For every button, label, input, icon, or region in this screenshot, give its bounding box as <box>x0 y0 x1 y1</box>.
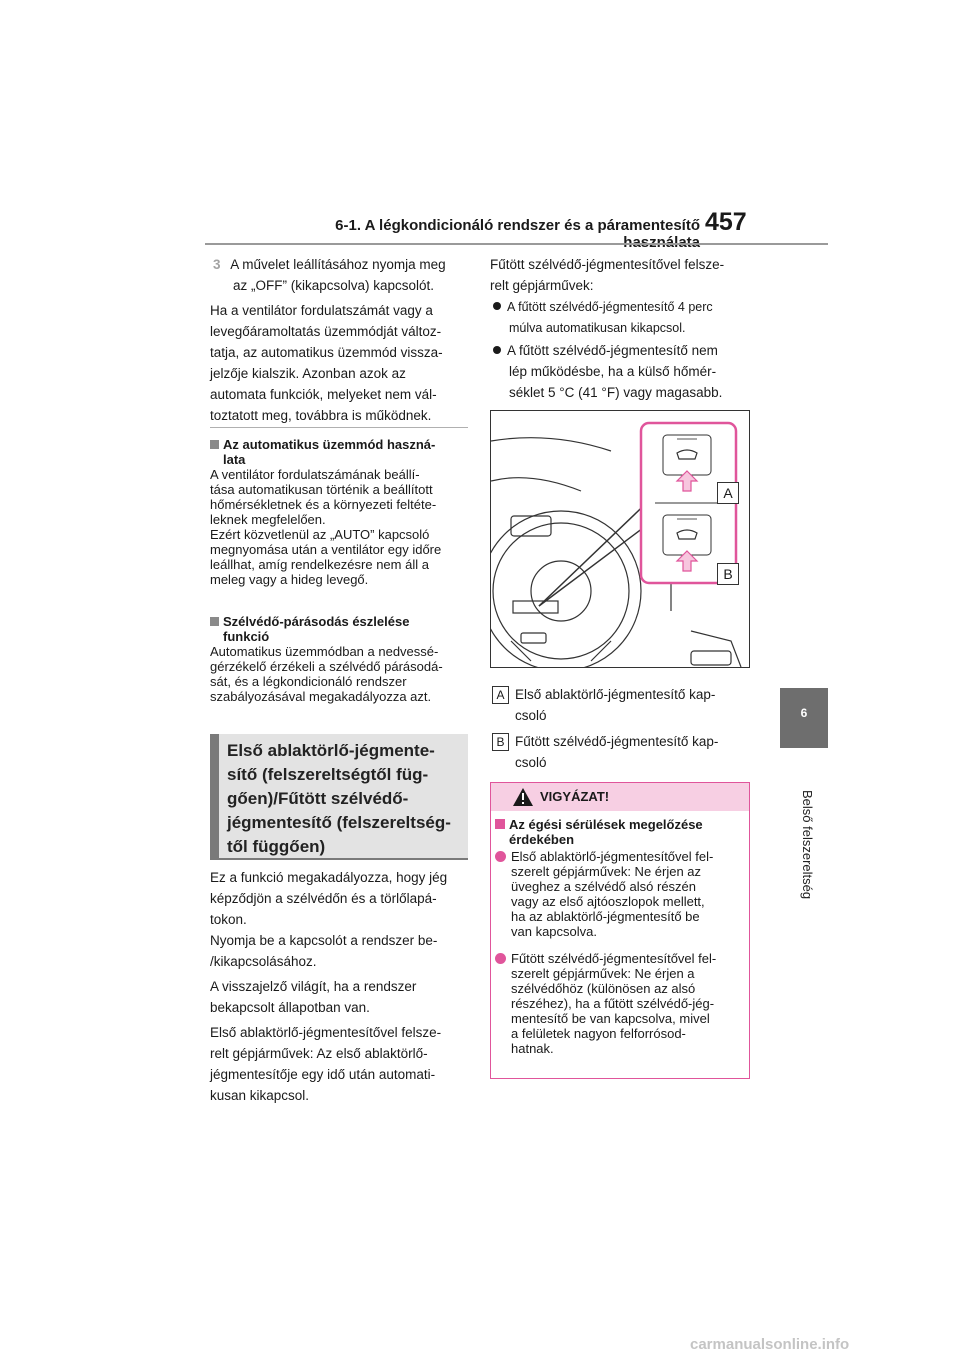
callout-a: A <box>492 686 509 704</box>
text-line: megnyomása után a ventilátor egy időre <box>210 542 442 557</box>
text-line: ha az ablaktörlő-jégmentesítő be <box>511 909 700 924</box>
caption-a <box>492 684 754 726</box>
text-line: Első ablaktörlő-jégmente- <box>227 741 435 760</box>
chapter-tab[interactable]: 6 <box>780 688 828 748</box>
figure-label-a: A <box>717 482 739 504</box>
text-line: funkció <box>223 629 270 644</box>
text-line: csoló <box>515 755 547 770</box>
text-line: /kikapcsolásához. <box>210 954 317 969</box>
text-line: relt gépjárművek: Az első ablaktörlő- <box>210 1046 428 1061</box>
text-line: A fűtött szélvédő-jégmentesítő 4 perc <box>507 300 713 314</box>
text-line: automata funkciók, melyeket nem vál- <box>210 387 437 402</box>
text-line: Az égési sérülések megelőzése <box>509 817 703 832</box>
text-line: toztatott meg, továbbra is működnek. <box>210 408 432 423</box>
text-line: Ez a funkció megakadályozza, hogy jég <box>210 870 448 885</box>
text-line: levegőáramoltatás üzemmódját változ- <box>210 324 442 339</box>
text-line: A visszajelző világít, ha a rendszer <box>210 979 417 994</box>
text-line: múlva automatikusan kikapcsol. <box>509 321 686 335</box>
subsection-auto-mode <box>210 437 472 587</box>
text-line: meleg vagy a hideg levegő. <box>210 572 369 587</box>
text-line: tása automatikusan történik a beállított <box>210 482 433 497</box>
subsection-title <box>210 614 472 644</box>
text-line: vagy az első ajtóoszlopok mellett, <box>511 894 705 909</box>
text-line: től függően) <box>227 837 326 856</box>
text-line: mentesítő be van kapcsolva, mivel <box>511 1011 710 1026</box>
paragraph-heated-windshield <box>490 254 752 296</box>
text-line: leknek megfelelően. <box>210 512 326 527</box>
step-number: 3 <box>213 257 221 272</box>
text-line: Első ablaktörlő-jégmentesítő kap- <box>515 687 716 702</box>
text-line: sát, és a légkondicionáló rendszer <box>210 674 407 689</box>
paragraph-auto-mode-off <box>210 300 472 426</box>
text-line: hőmérsékletnek és a környezeti feltéte- <box>210 497 437 512</box>
text-line: bekapcsolt állapotban van. <box>210 1000 370 1015</box>
text-line: sítő (felszereltségtől füg- <box>227 765 429 784</box>
text-line: jelzője kialszik. Azonban azok az <box>210 366 406 381</box>
callout-b: B <box>492 733 509 751</box>
text-line: Automatikus üzemmódban a nedvessé- <box>210 644 439 659</box>
dashboard-illustration <box>490 410 750 668</box>
text-line: A fűtött szélvédő-jégmentesítő nem <box>507 343 718 358</box>
chapter-tab-label: Belső felszereltség <box>800 790 815 900</box>
text-line: a felületek nagyon felforrósod- <box>511 1026 686 1041</box>
text-line: gően)/Fűtött szélvédő- <box>227 789 409 808</box>
text-line: szerelt gépjárművek: Ne érjen a <box>511 966 695 981</box>
paragraph-press-switch <box>210 930 472 972</box>
square-bullet-icon <box>495 819 505 829</box>
text-line: jégmentesítő (felszereltség- <box>227 813 451 832</box>
text-line: Fűtött szélvédő-jégmentesítővel felsze- <box>490 257 725 272</box>
header-rule <box>205 243 828 245</box>
text-line: tatja, az automatikus üzemmód vissza- <box>210 345 443 360</box>
bullet-icon <box>495 953 506 964</box>
section-divider <box>210 427 468 428</box>
subsection-body <box>210 644 472 704</box>
text-line: Első ablaktörlő-jégmentesítővel felsze- <box>210 1025 442 1040</box>
paragraph-indicator <box>210 976 472 1018</box>
text-line: Nyomja be a kapcsolót a rendszer be- <box>210 933 438 948</box>
warning-subtitle <box>495 817 747 847</box>
text-line: tokon. <box>210 912 247 927</box>
text-line: gérzékelő érzékeli a szélvédő párásodá- <box>210 659 443 674</box>
warning-item <box>495 951 747 1056</box>
text-line: üveghez a szélvédő alsó részén <box>511 879 697 894</box>
text-line: Ezért közvetlenül az „AUTO” kapcsoló <box>210 527 430 542</box>
text-line: jégmentesítője egy idő után automati- <box>210 1067 436 1082</box>
text-line: Fűtött szélvédő-jégmentesítővel fel- <box>511 951 717 966</box>
text-line: Az automatikus üzemmód haszná- <box>223 437 436 452</box>
text-line: Első ablaktörlő-jégmentesítővel fel- <box>511 849 714 864</box>
text-line: csoló <box>515 708 547 723</box>
warning-content <box>495 817 747 1056</box>
text-line: szélvédőhöz (különösen az alsó <box>511 981 696 996</box>
bullet-icon <box>493 302 501 310</box>
watermark: carmanualsonline.info <box>690 1336 850 1353</box>
section-heading-bar <box>210 734 219 858</box>
paragraph-function <box>210 867 472 930</box>
page-number: 457 <box>705 208 747 236</box>
warning-item <box>495 849 747 939</box>
caption-b <box>492 731 754 773</box>
subsection-body <box>210 467 472 587</box>
text-line: lata <box>223 452 246 467</box>
text-line: részéhez), ha a fűtött szélvédő-jég- <box>511 996 715 1011</box>
text-line: leállhat, amíg rendelkezésre nem áll a <box>210 557 429 572</box>
subsection-title <box>210 437 472 467</box>
subsection-fog-detection <box>210 614 472 704</box>
section-heading <box>227 739 465 859</box>
text-line: hatnak. <box>511 1041 554 1056</box>
text-line: Ha a ventilátor fordulatszámát vagy a <box>210 303 433 318</box>
bullet-icon <box>495 851 506 862</box>
bullet-item <box>493 340 755 403</box>
text-line: relt gépjárművek: <box>490 278 594 293</box>
text-line: van kapcsolva. <box>511 924 597 939</box>
warning-triangle-icon <box>512 787 534 807</box>
steering-wheel-illustration <box>491 411 749 667</box>
text-line: A ventilátor fordulatszámának beállí- <box>210 467 420 482</box>
text-line: szerelt gépjárművek: Ne érjen az <box>511 864 702 879</box>
figure-label-b: B <box>717 563 739 585</box>
step-3 <box>213 254 473 296</box>
text-line: képződjön a szélvédőn és a törlőlapá- <box>210 891 437 906</box>
square-bullet-icon <box>210 440 219 449</box>
warning-title: VIGYÁZAT! <box>540 789 610 804</box>
bullet-item <box>493 297 755 339</box>
bullet-icon <box>493 346 501 354</box>
text-line: érdekében <box>509 832 575 847</box>
text-line: Fűtött szélvédő-jégmentesítő kap- <box>515 734 719 749</box>
chapter-header: 6-1. A légkondicionáló rendszer és a páramentesítő <box>335 217 700 234</box>
section-heading-underline <box>210 858 468 860</box>
text-line: kusan kikapcsol. <box>210 1088 310 1103</box>
step-3-line-2: az „OFF” (kikapcsolva) kapcsolót. <box>233 278 435 293</box>
square-bullet-icon <box>210 617 219 626</box>
text-line: lép működésbe, ha a külső hőmér- <box>509 364 717 379</box>
step-3-line-1: A művelet leállításához nyomja meg <box>230 257 446 272</box>
text-line: szabályozásával megakadályozza azt. <box>210 689 432 704</box>
text-line: Szélvédő-párásodás észlelése <box>223 614 410 629</box>
text-line: séklet 5 °C (41 °F) vagy magasabb. <box>509 385 723 400</box>
paragraph-auto-off <box>210 1022 472 1106</box>
